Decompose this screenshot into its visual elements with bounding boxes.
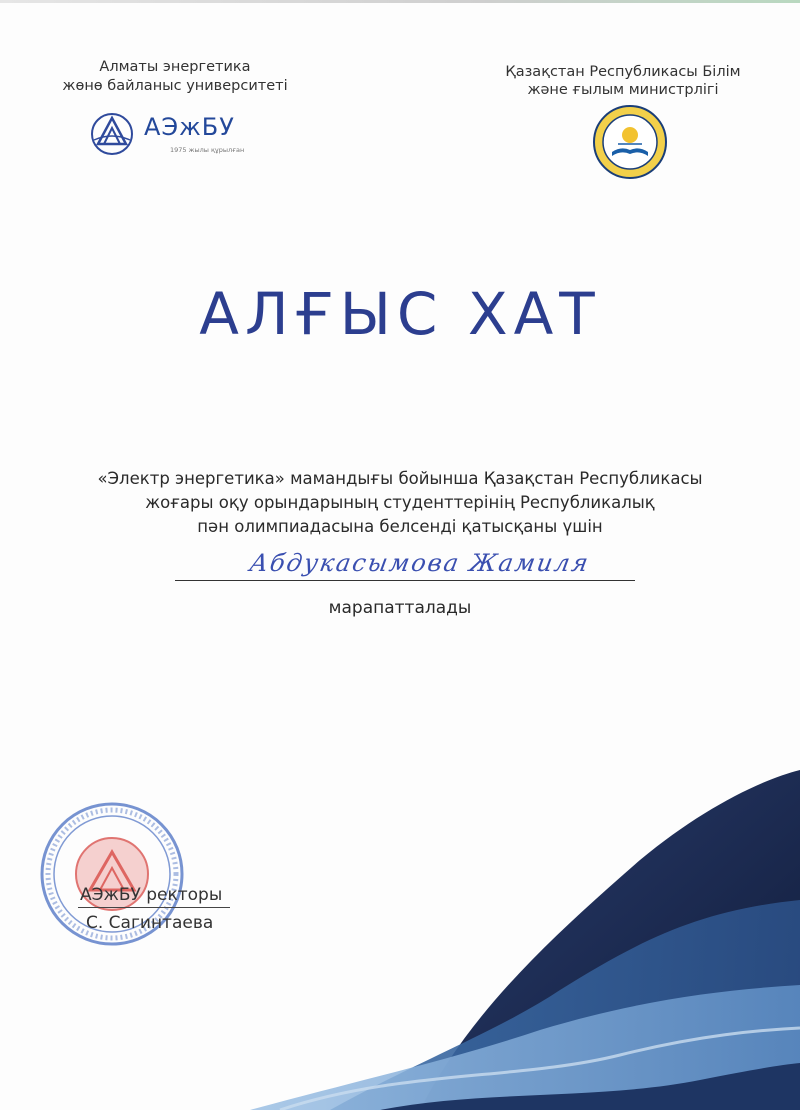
certificate-title: АЛҒЫС ХАТ [199, 280, 601, 348]
awarded-label: марапатталады [328, 598, 472, 618]
university-name: Алматы энергетика жөнө байланыс университеті [62, 59, 288, 94]
rector-name: С. Сагинтаева [86, 913, 214, 933]
ministry-name: Қазақстан Республикасы Білім және ғылым министрлігі [505, 64, 741, 98]
signature-line [78, 907, 230, 908]
university-tagline: 1975 жылы құрылған [170, 146, 245, 154]
awardee-underline [175, 580, 635, 581]
certificate-text: «Электр энергетика» мамандығы бойынша Қазақстан Республикасы жоғары оқу орындарының студенттерінің Республикалық пән олимпиадасына белсенді қатысқаны үшін [97, 469, 703, 536]
university-abbr: АЭжБУ [144, 113, 235, 141]
top-border [0, 0, 800, 3]
rector-title: АЭжБУ ректоры [80, 885, 223, 905]
ministry-emblem-icon [592, 104, 668, 180]
awardee-name: Абдукасымова Жамиля [247, 549, 593, 577]
